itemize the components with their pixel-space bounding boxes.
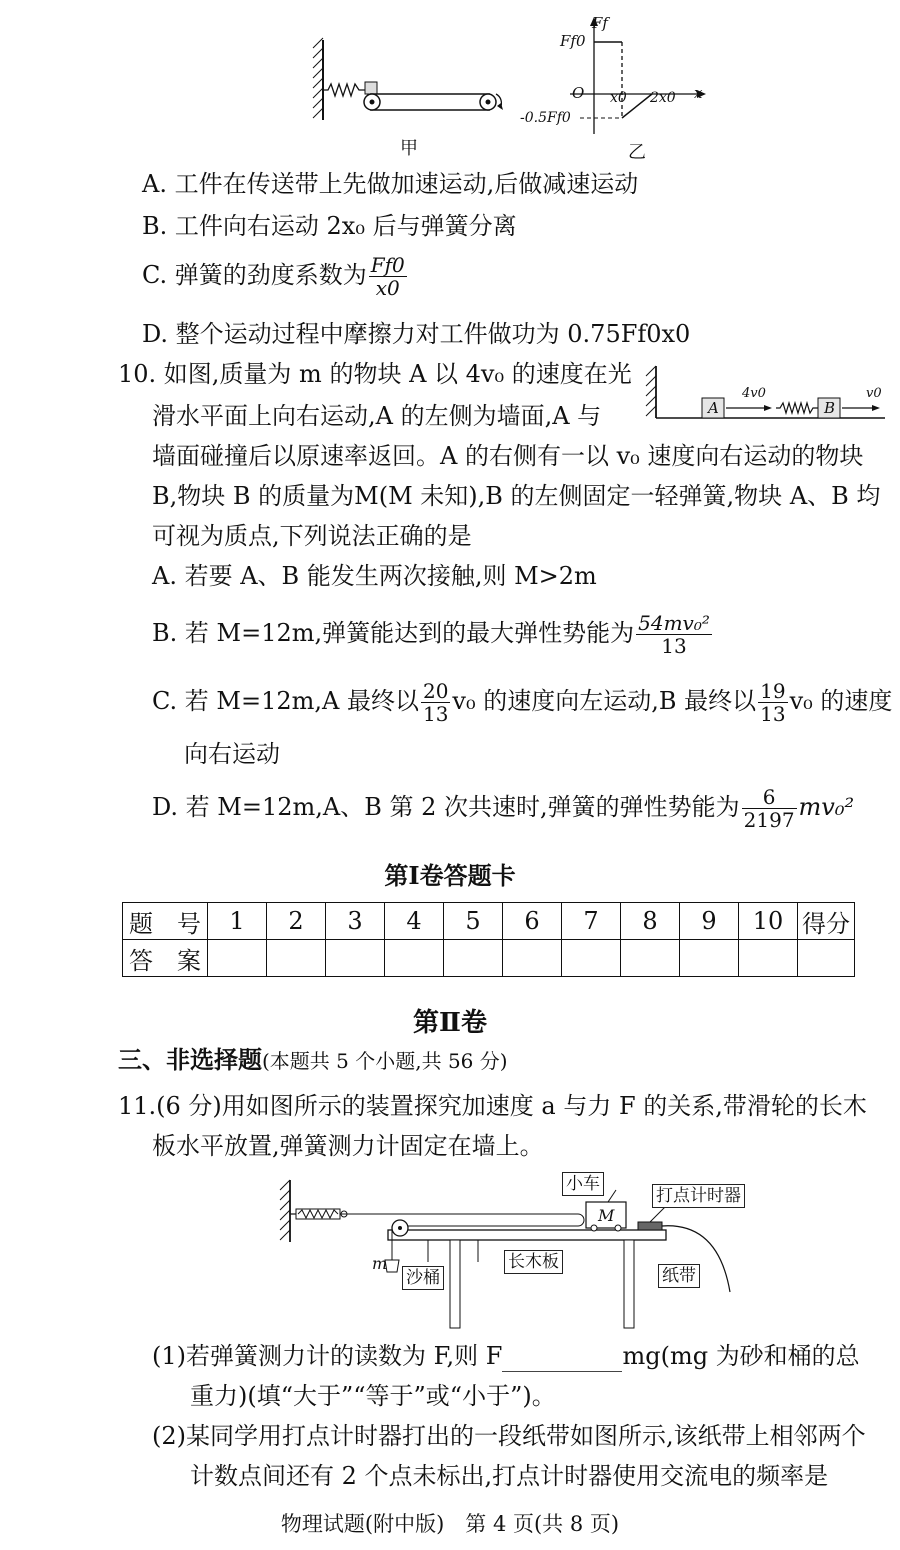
answer-cell-9[interactable]: [680, 940, 739, 977]
q10-option-b: [152, 612, 714, 657]
answer-cell-6[interactable]: [503, 940, 562, 977]
q9-option-c-text: C. 弹簧的劲度系数为: [142, 261, 367, 289]
q10-line2: 滑水平面上向右运动,A 的左侧为墙面,A 与: [152, 402, 602, 430]
answer-card-col: 8: [621, 903, 680, 940]
q10-option-d-fraction: $\frac{6}{2197}$: [743, 785, 795, 832]
part2-section: 三、非选择题: [118, 1045, 262, 1074]
answer-card-row2-header: 答 案: [123, 940, 208, 977]
answer-cell-score[interactable]: [798, 940, 855, 977]
answer-cell-10[interactable]: [739, 940, 798, 977]
graph-x-tick2: 2x0: [650, 90, 676, 106]
figure-label-yi: 乙: [628, 142, 646, 163]
q9-option-b: B. 工件向右运动 2x₀ 后与弹簧分离: [142, 212, 517, 240]
q11-label-m: m: [372, 1254, 388, 1273]
q11-sub1-line2: 重力)(填“大于”“等于”或“小于”)。: [190, 1382, 556, 1410]
q9-option-d: D. 整个运动过程中摩擦力对工件做功为 0.75Ff0x0: [142, 320, 691, 348]
q11-sub2-line2: 计数点间还有 2 个点未标出,打点计时器使用交流电的频率是: [190, 1462, 829, 1490]
graph-x-tick1: x0: [610, 90, 627, 106]
q10-option-c: [152, 680, 892, 725]
answer-card-table: [122, 902, 855, 977]
q11-sub1-blank[interactable]: [502, 1349, 622, 1372]
q10-option-d-text: D. 若 M=12m,A、B 第 2 次共速时,弹簧的弹性势能为: [152, 793, 740, 821]
q11-label-board: 长木板: [504, 1250, 563, 1274]
answer-card-answer-row: [123, 940, 855, 977]
graph-x-axis-label: x: [694, 84, 703, 102]
q10-fig-speed-a: 4v0: [742, 386, 766, 401]
q11-label-car: 小车: [562, 1172, 604, 1196]
graph-origin: O: [572, 84, 585, 102]
q10-option-b-text: B. 若 M=12m,弹簧能达到的最大弹性势能为: [152, 619, 635, 647]
q11-label-bucket: 沙桶: [402, 1266, 444, 1290]
page-footer: 物理试题(附中版) 第 4 页(共 8 页): [280, 1512, 620, 1536]
q10-line1: 10. 如图,质量为 m 的物块 A 以 4v₀ 的速度在光: [118, 360, 632, 388]
q10-line5: 可视为质点,下列说法正确的是: [152, 522, 472, 550]
q11-sub2-line1: (2)某同学用打点计时器打出的一段纸带如图所示,该纸带上相邻两个: [152, 1422, 866, 1450]
part2-title: 第Ⅱ卷: [413, 1008, 487, 1038]
q10-option-c-line2: 向右运动: [184, 740, 280, 768]
q10-option-a: A. 若要 A、B 能发生两次接触,则 M>2m: [152, 562, 597, 590]
q11-line1: 11.(6 分)用如图所示的装置探究加速度 a 与力 F 的关系,带滑轮的长木: [118, 1092, 867, 1120]
answer-card-col: 6: [503, 903, 562, 940]
answer-cell-5[interactable]: [444, 940, 503, 977]
answer-cell-8[interactable]: [621, 940, 680, 977]
answer-card-col: 7: [562, 903, 621, 940]
answer-cell-3[interactable]: [326, 940, 385, 977]
answer-card-col: 9: [680, 903, 739, 940]
graph-y-axis-label: Ff: [592, 14, 608, 32]
q10-option-b-fraction: $\frac{\text{54mv₀²}}{13}$: [638, 611, 710, 658]
q10-option-c-text1: C. 若 M=12m,A 最终以: [152, 687, 419, 715]
answer-card-row1-header: 题 号: [123, 903, 208, 940]
answer-card-col: 2: [267, 903, 326, 940]
answer-card-col: 10: [739, 903, 798, 940]
q9-option-c: [142, 254, 409, 299]
q10-option-c-fraction1: $\frac{20}{13}$: [422, 679, 449, 726]
answer-card-col: 1: [208, 903, 267, 940]
q9-option-c-fraction: $\frac{Ff0}{x0}$: [370, 253, 405, 300]
answer-cell-2[interactable]: [267, 940, 326, 977]
part2-section-heading: [118, 1044, 508, 1077]
conveyor-figure: [310, 20, 510, 130]
q11-sub1-text1: (1)若弹簧测力计的读数为 F,则 F: [152, 1342, 503, 1370]
q10-option-c-fraction2: $\frac{19}{13}$: [760, 679, 786, 726]
answer-card-col: 5: [444, 903, 503, 940]
q10-fig-speed-b: v0: [866, 386, 882, 401]
answer-card-col: 4: [385, 903, 444, 940]
answer-card-header-row: [123, 903, 855, 940]
q9-option-a: A. 工件在传送带上先做加速运动,后做减速运动: [142, 170, 639, 198]
q10-fig-block-b: B: [824, 399, 836, 417]
q11-label-mass-M: M: [598, 1206, 615, 1225]
q11-sub1: [152, 1340, 860, 1372]
q10-option-d: [152, 786, 854, 831]
q10-fig-block-a: A: [708, 399, 719, 417]
answer-card-title: 第Ⅰ卷答题卡: [384, 861, 516, 890]
graph-y-top-tick: Ff0: [560, 32, 586, 50]
graph-y-bottom-tick: -0.5Ff0: [520, 110, 571, 126]
answer-cell-1[interactable]: [208, 940, 267, 977]
part2-section-note: (本题共 5 个小题,共 56 分): [262, 1049, 508, 1073]
answer-cell-7[interactable]: [562, 940, 621, 977]
q11-sub1-text2: mg(mg 为砂和桶的总: [622, 1342, 860, 1370]
q11-label-timer: 打点计时器: [652, 1184, 745, 1208]
q11-line2: 板水平放置,弹簧测力计固定在墙上。: [152, 1132, 544, 1160]
answer-card-score-header: 得分: [798, 903, 855, 940]
q10-option-d-suffix: mv₀²: [798, 793, 855, 821]
q10-option-c-text3: v₀ 的速度: [789, 687, 893, 715]
answer-card-col: 3: [326, 903, 385, 940]
q10-option-c-text2: v₀ 的速度向左运动,B 最终以: [452, 687, 757, 715]
q10-line3: 墙面碰撞后以原速率返回。A 的右侧有一以 v₀ 速度向右运动的物块: [152, 442, 864, 470]
figure-label-jia: 甲: [400, 138, 418, 159]
answer-cell-4[interactable]: [385, 940, 444, 977]
q11-label-tape: 纸带: [658, 1264, 700, 1288]
q10-line4: B,物块 B 的质量为M(M 未知),B 的左侧固定一轻弹簧,物块 A、B 均: [152, 482, 881, 510]
